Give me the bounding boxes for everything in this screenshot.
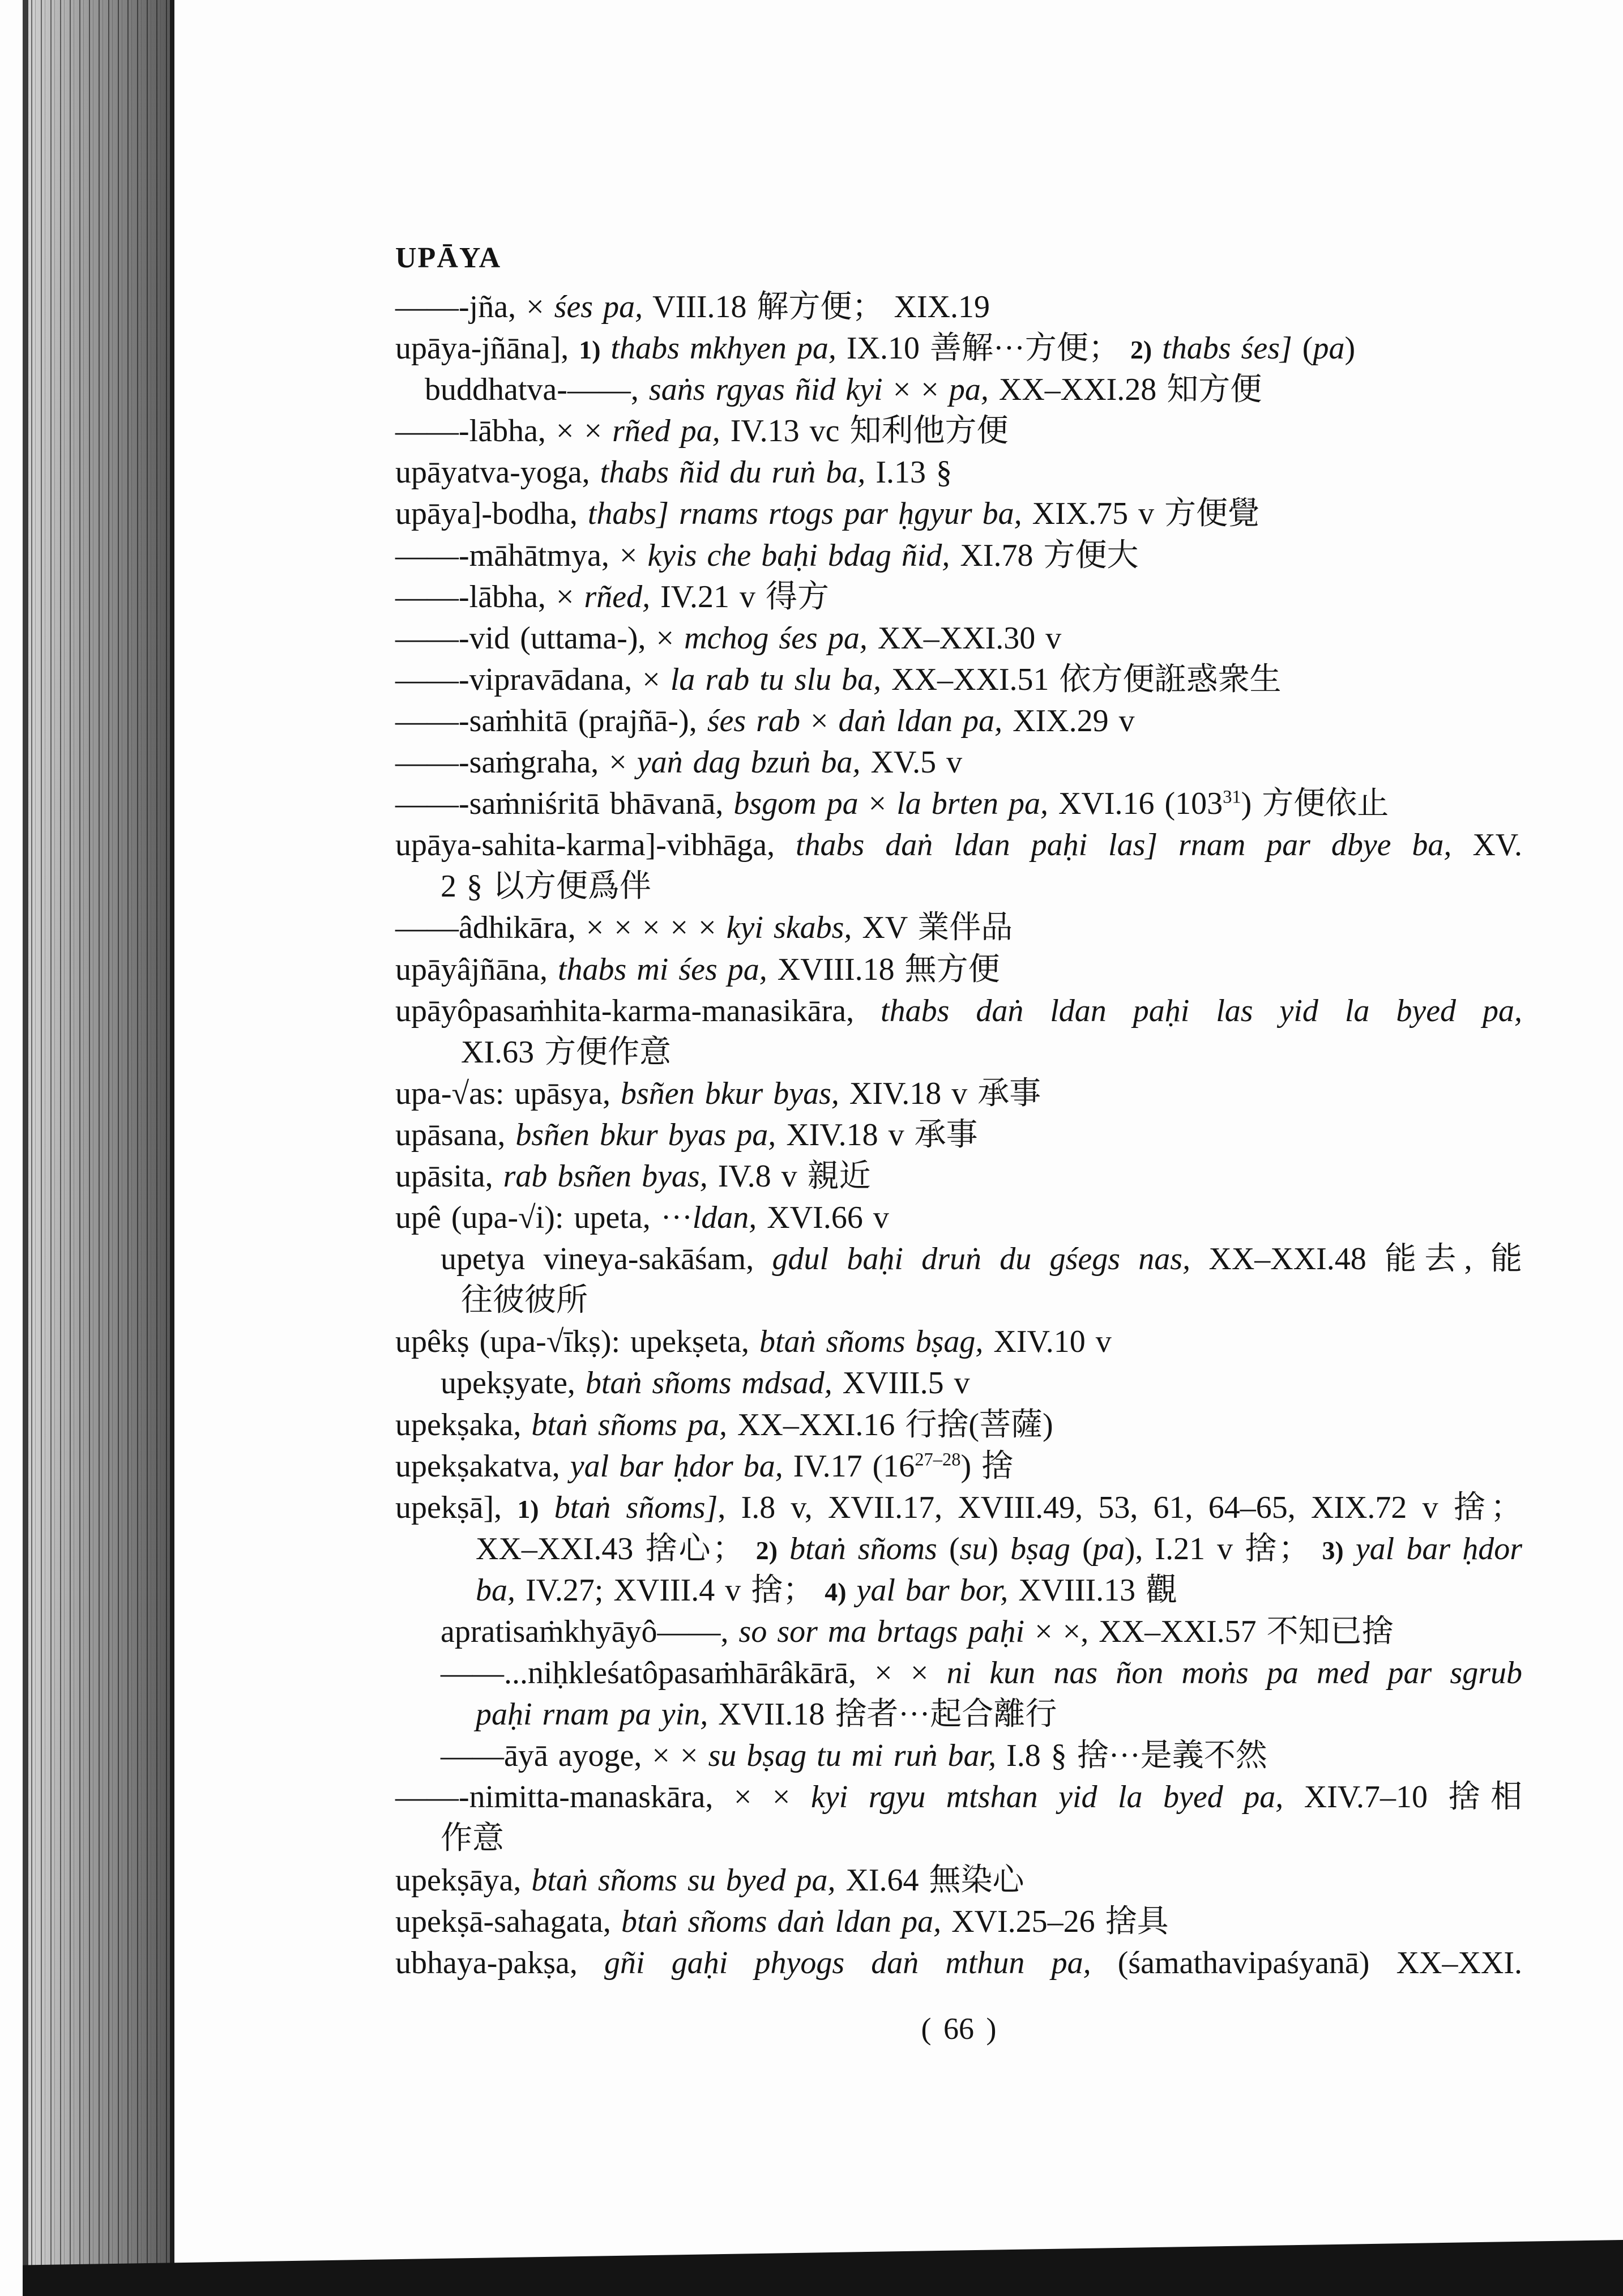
entry-line bbox=[395, 1487, 1522, 1529]
entry-line bbox=[395, 1073, 1522, 1115]
entry-line bbox=[395, 618, 1522, 659]
entry-text: XIX.29 v bbox=[1002, 703, 1135, 739]
entry-line bbox=[395, 1239, 1522, 1280]
entry-text: XVI.25–26 捨具 bbox=[941, 1904, 1169, 1939]
entry-text: IV.17 (16 bbox=[783, 1448, 915, 1484]
entry-text: XX–XXI.30 v bbox=[867, 620, 1062, 656]
entry-line bbox=[395, 866, 1522, 907]
tibetan-text: thabs daṅ ldan paḥi las yid la byed pa, bbox=[881, 993, 1522, 1028]
tibetan-text: thabs mkhyen pa, bbox=[610, 331, 836, 366]
entry-text: , I.8 v, XVII.17, XVIII.49, 53, 61, 64–65, XIX.72 v 捨； bbox=[717, 1490, 1523, 1525]
entry-line bbox=[395, 1405, 1522, 1446]
sense-number: 2) bbox=[1130, 335, 1152, 365]
entry-line bbox=[395, 287, 1522, 328]
entry-line bbox=[395, 1901, 1522, 1943]
entry-text: upāya-sahita-karma]-vibhāga, bbox=[395, 827, 796, 863]
entry-text: VIII.18 解方便； XIX.19 bbox=[643, 289, 990, 325]
tibetan-text: su bbox=[959, 1531, 988, 1567]
entry-text: upekṣā], bbox=[395, 1490, 518, 1525]
tibetan-text: kyis che baḥi bdag ñid, bbox=[647, 537, 950, 573]
entry-text: IV.27; XVIII.4 v 捨； bbox=[515, 1572, 825, 1608]
entry-line bbox=[395, 783, 1522, 825]
entry-text bbox=[601, 331, 611, 366]
tibetan-text: su bṣag tu mi ruṅ bar, bbox=[708, 1738, 997, 1774]
entry-text: upê (upa-√i): upeta, ··· bbox=[395, 1200, 693, 1236]
entry-text: upekṣāya, bbox=[395, 1862, 532, 1898]
entry-text: upāyâjñāna, bbox=[395, 951, 558, 987]
tibetan-text: bsgom pa bbox=[733, 786, 859, 822]
sense-number: 1) bbox=[579, 335, 601, 365]
entry-text: upekṣaka, bbox=[395, 1407, 532, 1443]
entry-text: XV 業伴品 bbox=[852, 910, 1013, 946]
entry-text: XI.63 方便作意 bbox=[461, 1034, 672, 1070]
entry-text: × ×, XX–XXI.57 不知已捨 bbox=[1024, 1614, 1394, 1649]
entry-text: XX–XXI.51 依方便誑惑衆生 bbox=[881, 662, 1282, 697]
entry-line bbox=[395, 328, 1522, 369]
entry-text: × × bbox=[882, 372, 949, 408]
scan-bottom-edge bbox=[23, 2240, 1623, 2296]
entry-text: buddhatva-——, bbox=[425, 372, 649, 408]
entry-line bbox=[395, 1156, 1522, 1197]
tibetan-text: btaṅ sñoms su byed pa, bbox=[531, 1862, 836, 1898]
entry-line bbox=[395, 991, 1522, 1032]
entry-text: XX–XXI.16 行捨(菩薩) bbox=[727, 1407, 1053, 1443]
entry-text: XIV.10 v bbox=[983, 1324, 1112, 1360]
entry-text: upāsana, bbox=[395, 1117, 516, 1153]
entry-text: × bbox=[858, 786, 897, 822]
entry-text: 作意 bbox=[441, 1821, 504, 1857]
entry-line bbox=[395, 1611, 1522, 1653]
entry-line bbox=[395, 1032, 1522, 1073]
tibetan-text: rñed, bbox=[584, 579, 651, 614]
tibetan-text: kyi skabs, bbox=[726, 910, 852, 946]
entry-text: upāsita, bbox=[395, 1158, 503, 1194]
entry-line bbox=[395, 1653, 1522, 1694]
entry-text bbox=[539, 1490, 554, 1525]
tibetan-text: saṅs rgyas ñid kyi bbox=[648, 372, 883, 408]
entry-text: ) bbox=[1344, 331, 1356, 366]
entry-line bbox=[395, 659, 1522, 701]
entry-line bbox=[395, 1197, 1522, 1239]
tibetan-text: bsñen bkur byas, bbox=[620, 1076, 839, 1111]
superscript-ref: 27–28 bbox=[915, 1449, 961, 1470]
tibetan-text: btaṅ sñoms bṣag, bbox=[759, 1324, 984, 1360]
tibetan-text: thabs śes] bbox=[1162, 331, 1292, 366]
tibetan-text: thabs ñid du ruṅ ba, bbox=[600, 455, 866, 490]
tibetan-text: yal bar bor, bbox=[856, 1572, 1009, 1608]
entry-text bbox=[778, 1531, 789, 1567]
entry-text: I.8 § 捨···是義不然 bbox=[996, 1738, 1267, 1774]
entry-text: ——âdhikāra, × × × × × bbox=[395, 910, 727, 946]
entry-text: ——-māhātmya, × bbox=[395, 537, 648, 573]
entry-text: ubhaya-pakṣa, bbox=[395, 1945, 605, 1981]
entry-text: upêkṣ (upa-√īkṣ): upekṣeta, bbox=[395, 1324, 760, 1360]
tibetan-text: thabs mi śes pa, bbox=[557, 951, 767, 987]
entry-line bbox=[395, 701, 1522, 742]
entry-text: × bbox=[800, 703, 839, 739]
tibetan-text: pa, bbox=[949, 372, 989, 408]
sense-number: 3) bbox=[1322, 1535, 1344, 1565]
entry-text: upekṣakatva, bbox=[395, 1448, 570, 1484]
entry-text: I.13 § bbox=[865, 455, 952, 490]
entry-text: XVIII.18 無方便 bbox=[767, 951, 1000, 987]
tibetan-text: yal bar ḥdor bbox=[1355, 1531, 1523, 1567]
entry-text: IV.21 v 得方 bbox=[650, 579, 830, 614]
entry-text: 2 § 以方便爲伴 bbox=[441, 869, 651, 904]
tibetan-text: la brten pa, bbox=[896, 786, 1048, 822]
tibetan-text: thabs] rnams rtogs par ḥgyur ba, bbox=[587, 496, 1022, 532]
entry-text: upetya vineya-sakāśam, bbox=[441, 1241, 772, 1277]
entry-line bbox=[395, 1694, 1522, 1735]
entry-text: XIV.18 v 承事 bbox=[839, 1076, 1041, 1111]
entry-text: XIX.75 v 方便覺 bbox=[1022, 496, 1260, 532]
entry-list bbox=[395, 287, 1522, 1984]
section-header: UPĀYA bbox=[395, 242, 502, 274]
entry-text: ——-saṁgraha, × bbox=[395, 745, 637, 780]
entry-text: upekṣā-sahagata, bbox=[395, 1904, 621, 1939]
entry-text: IX.10 善解···方便； bbox=[836, 331, 1130, 366]
entry-line bbox=[395, 1363, 1522, 1404]
tibetan-text: rñed pa, bbox=[612, 413, 720, 449]
entry-line bbox=[395, 577, 1522, 618]
entry-text: XX–XXI.43 捨心； bbox=[476, 1531, 756, 1567]
entry-text: XVI.66 v bbox=[757, 1200, 889, 1236]
entry-text: ——-lābha, × bbox=[395, 579, 584, 614]
entry-text: (śamathavipaśyanā) XX–XXI. bbox=[1091, 1945, 1522, 1981]
entry-line bbox=[395, 825, 1522, 866]
entry-line bbox=[395, 1777, 1522, 1818]
tibetan-text: btaṅ sñoms daṅ ldan pa, bbox=[621, 1904, 942, 1939]
entry-line bbox=[395, 452, 1522, 493]
entry-text: apratisaṁkhyāyô——, bbox=[441, 1614, 739, 1649]
page-number: ( 66 ) bbox=[921, 2012, 997, 2046]
tibetan-text: ba, bbox=[476, 1572, 515, 1608]
tibetan-text: daṅ ldan pa, bbox=[838, 703, 1003, 739]
entry-text: ——-vid (uttama-), × bbox=[395, 620, 685, 656]
entry-text: XIV.7–10 捨相 bbox=[1283, 1779, 1523, 1815]
entry-line bbox=[395, 1860, 1522, 1901]
entry-line bbox=[395, 1570, 1522, 1611]
entry-text: ——...niḥkleśatôpasaṁhārâkārā, × × bbox=[441, 1655, 947, 1691]
tibetan-text: ni kun nas ñon moṅs pa med par sgrub bbox=[946, 1655, 1522, 1691]
entry-text: XVIII.13 觀 bbox=[1008, 1572, 1178, 1608]
entry-line bbox=[395, 369, 1522, 411]
entry-line bbox=[395, 1280, 1522, 1321]
entry-text: ) 方便依止 bbox=[1241, 786, 1389, 822]
entry-text bbox=[1152, 331, 1162, 366]
entry-text: ——-vipravādana, × bbox=[395, 662, 670, 697]
entry-line bbox=[395, 1818, 1522, 1859]
superscript-ref: 31 bbox=[1223, 787, 1241, 808]
tibetan-text: so sor ma brtags paḥi bbox=[738, 1614, 1025, 1649]
entry-text: XIV.18 v 承事 bbox=[776, 1117, 978, 1153]
tibetan-text: kyi rgyu mtshan yid la byed pa, bbox=[811, 1779, 1284, 1815]
entry-line bbox=[395, 1115, 1522, 1156]
sense-number: 4) bbox=[825, 1577, 847, 1606]
tibetan-text: gdul baḥi druṅ du gśegs nas, bbox=[772, 1241, 1191, 1277]
book-binding-edge bbox=[23, 0, 174, 2296]
entry-text: XI.64 無染心 bbox=[835, 1862, 1024, 1898]
tibetan-text: śes rab bbox=[707, 703, 800, 739]
entry-line bbox=[395, 411, 1522, 452]
tibetan-text: gñi gaḥi phyogs daṅ mthun pa, bbox=[604, 1945, 1091, 1981]
entry-text: ——-saṁhitā (prajñā-), bbox=[395, 703, 707, 739]
entry-text: XI.78 方便大 bbox=[950, 537, 1139, 573]
entry-text: ), I.21 v 捨； bbox=[1124, 1531, 1322, 1567]
entry-text: ——āyā ayoge, × × bbox=[441, 1738, 708, 1774]
tibetan-text: btaṅ sñoms pa, bbox=[531, 1407, 727, 1443]
tibetan-text: pa bbox=[1313, 331, 1345, 366]
entry-line bbox=[395, 1735, 1522, 1777]
entry-text: XV.5 v bbox=[860, 745, 963, 780]
tibetan-text: pa bbox=[1092, 1531, 1125, 1567]
tibetan-text: śes pa, bbox=[554, 289, 643, 325]
tibetan-text: btaṅ sñoms bbox=[789, 1531, 937, 1567]
entry-text: upa-√as: upāsya, bbox=[395, 1076, 621, 1111]
entry-text: XX–XXI.28 知方便 bbox=[988, 372, 1262, 408]
entry-text: IV.8 v 親近 bbox=[707, 1158, 871, 1194]
entry-text bbox=[847, 1573, 857, 1608]
entry-text: upekṣyate, bbox=[441, 1365, 586, 1401]
entry-text: ( bbox=[937, 1531, 960, 1567]
entry-text: ) 捨 bbox=[960, 1448, 1014, 1484]
entry-text: ) bbox=[988, 1531, 1011, 1567]
tibetan-text: rab bsñen byas, bbox=[503, 1158, 708, 1194]
tibetan-text: thabs daṅ ldan paḥi las] rnam par dbye ba, bbox=[796, 827, 1452, 863]
entry-text: upāya-jñāna], bbox=[395, 331, 579, 366]
entry-text: XV. bbox=[1451, 827, 1522, 863]
entry-text: ——-saṁniśritā bhāvanā, bbox=[395, 786, 734, 822]
tibetan-text: btaṅ sñoms] bbox=[554, 1490, 718, 1525]
entry-text bbox=[1344, 1531, 1356, 1567]
entry-text: ( bbox=[1070, 1531, 1093, 1567]
entry-text: XVII.18 捨者···起合離行 bbox=[708, 1697, 1057, 1732]
entry-line bbox=[395, 907, 1522, 949]
tibetan-text: yal bar ḥdor ba, bbox=[570, 1448, 783, 1484]
entry-text: XVIII.5 v bbox=[832, 1365, 970, 1401]
entry-line bbox=[395, 1943, 1522, 1984]
entry-line bbox=[395, 1446, 1522, 1487]
entry-text: 往彼彼所 bbox=[461, 1283, 588, 1318]
entry-line bbox=[395, 742, 1522, 783]
tibetan-text: bsñen bkur byas pa, bbox=[515, 1117, 776, 1153]
entry-text: upāyôpasaṁhita-karma-manasikāra, bbox=[395, 993, 881, 1028]
tibetan-text: mchog śes pa, bbox=[684, 620, 868, 656]
tibetan-text: ldan, bbox=[692, 1200, 757, 1236]
tibetan-text: btaṅ sñoms mdsad, bbox=[585, 1365, 832, 1401]
entry-line bbox=[395, 535, 1522, 577]
entry-text: upāya]-bodha, bbox=[395, 496, 588, 532]
sense-number: 2) bbox=[755, 1535, 778, 1565]
entry-text: ——-lābha, × × bbox=[395, 413, 613, 449]
entry-text: upāyatva-yoga, bbox=[395, 455, 600, 490]
tibetan-text: yaṅ dag bzuṅ ba, bbox=[637, 745, 861, 780]
tibetan-text: bṣag bbox=[1010, 1531, 1070, 1567]
entry-text: XX–XXI.48 能去, 能 bbox=[1190, 1241, 1522, 1277]
entry-text: ——-jña, × bbox=[395, 289, 554, 325]
tibetan-text: la rab tu slu ba, bbox=[670, 662, 882, 697]
entry-text: IV.13 vc 知利他方便 bbox=[720, 413, 1009, 449]
entry-line bbox=[395, 949, 1522, 991]
entry-text: ——-nimitta-manaskāra, × × bbox=[395, 1779, 811, 1815]
entry-line bbox=[395, 1529, 1522, 1570]
entry-line bbox=[395, 493, 1522, 535]
sense-number: 1) bbox=[517, 1494, 539, 1523]
entry-text: XVI.16 (103 bbox=[1048, 786, 1223, 822]
entry-text: ( bbox=[1292, 331, 1313, 366]
tibetan-text: paḥi rnam pa yin, bbox=[476, 1697, 708, 1732]
entry-line bbox=[395, 1321, 1522, 1363]
